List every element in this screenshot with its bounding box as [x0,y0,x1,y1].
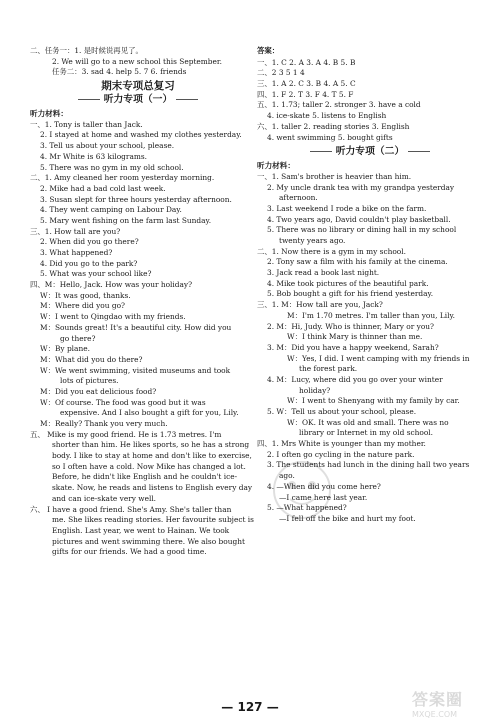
listening-material-head: 听力材料： [30,109,68,119]
dialogue-line: W：We went swimming, visited museums and took [40,365,231,375]
dialogue-line: W：I went to Qingdao with my friends. [40,312,186,322]
answer-line: 三、1. A 2. C 3. B 4. A 5. C [257,79,356,89]
answer-line: 二、2 3 5 1 4 [257,68,305,78]
text-line: 4. Two years ago, David couldn't play basketball. [267,214,451,224]
page-number: — 127 — [221,700,279,714]
paragraph-line: English. Last year, we went to Hainan. We took [52,525,230,535]
paragraph-line: Before, he didn't like English and he couldn't ice- [52,472,238,482]
text-line: 3. Susan slept for three hours yesterday afternoon. [40,194,232,204]
watermark-logo [412,690,494,720]
section-title [30,94,246,108]
dialogue-line: W：OK. It was old and small. There was no [287,417,449,427]
dialogue-line: W：By plane. [40,344,90,354]
answer-line: 4. ice-skate 5. listens to English [267,111,387,121]
text-line: 四、1. Mrs White is younger than my mother. [257,439,426,449]
text-line: —I fell off the bike and hurt my foot. [279,513,416,523]
text-line: —I came here last year. [279,492,368,502]
paragraph-line: 五、 Mike is my good friend. He is 1.73 metres. I'm [30,429,222,439]
text-line: ago. [279,471,295,481]
answer-line: 六、1. taller 2. reading stories 3. English [257,121,410,131]
task-line: 2. We will go to a new school this September. [52,56,222,66]
title-dash-left [78,99,100,100]
text-line: 4. —When did you come here? [267,481,381,491]
text-line: 5. There was no library or dining hall in my school [267,225,457,235]
text-line: 2. My uncle drank tea with my grandpa yesterday [267,182,455,192]
text-line: 3. What happened? [40,248,113,257]
text-line: 3. Jack read a book last night. [267,268,380,278]
dialogue-line: library or Internet in my old school. [299,428,433,438]
section-title-text: 听力专项（一） [103,94,173,106]
dialogue-line: holiday? [299,385,331,395]
dialogue-line: W：Of course. The food was good but it was [40,397,206,407]
text-line: 4. Mike took pictures of the beautiful park. [267,278,429,288]
dialogue-line: 5. W：Tell us about your school, please. [267,407,417,416]
title-dash-right [176,99,198,100]
text-line: 2. Mike had a bad cold last week. [40,183,166,193]
dialogue-line: M：Where did you go? [40,301,125,311]
paragraph-line: so I often have a cold. Now Mike has changed a lot. [52,461,246,471]
text-line: 三、1. How tall are you? [30,226,121,236]
title-dash-left [310,151,332,152]
dialogue-line: M：I'm 1.70 metres. I'm taller than you, Lily. [287,310,455,320]
text-line: 3. Tell us about your school, please. [40,141,175,151]
left-column [30,46,254,558]
paragraph-line: shorter than him. He likes sports, so he has a strong [52,440,250,450]
text-line: afternoon. [279,193,318,203]
review-title: 期末专项总复习 [101,80,175,93]
text-line: twenty years ago. [279,236,346,245]
dialogue-line: M：Really? Thank you very much. [40,419,168,428]
answer-line: 4. went swimming 5. bought gifts [267,132,393,142]
title-dash-right [408,151,430,152]
text-line: 3. The students had lunch in the dining hall two years [267,460,470,470]
task-line: 任务二：3. sad 4. help 5. 7 6. friends [52,67,187,77]
text-line: 5. —What happened? [267,503,347,513]
section-title-text: 听力专项（二） [335,146,405,158]
paragraph-line: body. I like to stay at home and don't like to exercise, [52,451,252,461]
dialogue-line: the forest park. [299,364,358,374]
paragraph-line: skate. Now, he reads and listens to English every day [52,483,253,493]
answers-head: 答案： [257,46,280,55]
text-line: 5. There was no gym in my old school. [40,162,184,172]
listening-material-head: 听力材料： [257,161,295,171]
dialogue-line: 四、M：Hello, Jack. How was your holiday? [30,280,193,290]
paragraph-line: and can ice-skate very well. [52,493,157,503]
answer-line: 四、1. F 2. T 3. F 4. T 5. F [257,89,354,99]
answer-line: 一、1. C 2. A 3. A 4. B 5. B [257,57,356,67]
task-line: 二、任务一：1. 是时候说再见了。 [30,46,143,55]
text-line: 5. What was your school like? [40,269,152,279]
text-line: 5. Mary went fishing on the farm last Sunday. [40,215,212,225]
text-line: 2. Tony saw a film with his family at the cinema. [267,257,448,267]
dialogue-line: expensive. And I also bought a gift for you, Lily. [60,408,239,418]
text-line: 2. When did you go there? [40,237,139,247]
dialogue-line: 2. M：Hi, Judy. Who is thinner, Mary or you? [267,321,434,331]
text-line: 5. Bob bought a gift for his friend yesterday. [267,289,434,299]
right-column [257,46,483,525]
dialogue-line: W：I went to Shenyang with my family by car. [287,396,460,406]
text-line: 二、1. Amy cleaned her room yesterday morning. [30,173,215,183]
text-line: 4. They went camping on Labour Day. [40,205,182,215]
cartoon-stamp-icon [262,455,342,525]
dialogue-line: W：Yes, I did. I went camping with my friends in [287,353,470,363]
section-title [257,146,483,160]
text-line: 4. Mr White is 63 kilograms. [40,151,147,161]
paragraph-line: 六、 I have a good friend. She's Amy. She's taller than [30,504,232,514]
dialogue-line: M：Did you eat delicious food? [40,386,157,396]
paragraph-line: pictures and went swimming there. We also bought [52,536,245,546]
dialogue-line: M：What did you do there? [40,354,143,364]
text-line: 二、1. Now there is a gym in my school. [257,246,406,256]
watermark-bottom: MXQE.COM [412,710,458,719]
dialogue-line: 3. M：Did you have a happy weekend, Sarah? [267,342,439,352]
answer-line: 五、1. 1.73; taller 2. stronger 3. have a cold [257,100,421,110]
text-line: 4. Did you go to the park? [40,258,138,268]
dialogue-line: 三、1. M：How tall are you, Jack? [257,300,383,310]
text-line: 一、1. Tony is taller than Jack. [30,119,143,129]
text-line: 2. I stayed at home and washed my clothes yesterday. [40,130,242,140]
dialogue-line: W：It was good, thanks. [40,290,131,300]
paragraph-line: me. She likes reading stories. Her favourite subject is [52,515,254,525]
watermark-top: 答案圈 [412,690,464,709]
dialogue-line: lots of pictures. [60,376,119,386]
text-line: 3. Last weekend I rode a bike on the farm. [267,203,427,213]
paragraph-line: gifts for our friends. We had a good time. [52,547,207,557]
text-line: 2. I often go cycling in the nature park. [267,449,415,459]
dialogue-line: W：I think Mary is thinner than me. [287,332,423,342]
dialogue-line: go there? [60,333,96,343]
dialogue-line: 4. M：Lucy, where did you go over your winter [267,374,443,384]
text-line: 一、1. Sam's brother is heavier than him. [257,171,412,181]
dialogue-line: M：Sounds great! It's a beautiful city. How did you [40,322,232,332]
